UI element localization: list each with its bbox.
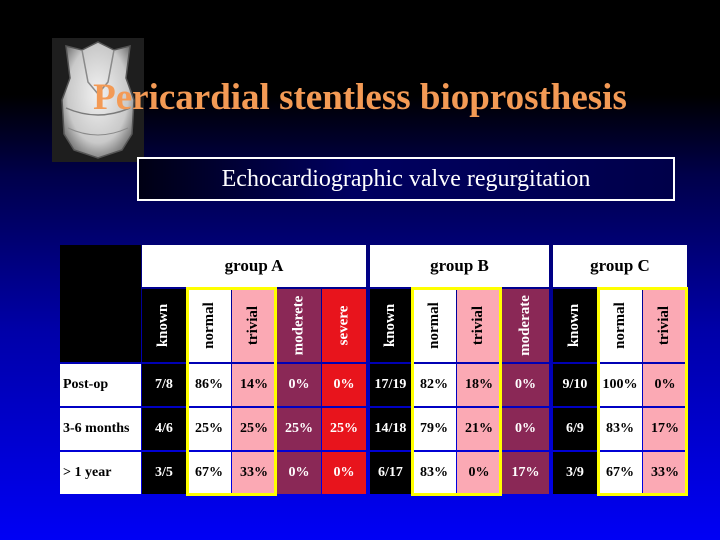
table-cell: 0% [277,364,321,406]
column-header [370,289,411,362]
table-cell: 33% [232,452,276,494]
column-header-label: known [566,303,583,348]
table-cell: 17% [643,408,687,450]
table-cell: 3/5 [142,452,186,494]
table-cell: 0% [277,452,321,494]
column-header-label: trivial [656,305,673,346]
column-header-label: moderate [517,295,533,356]
group-header: group A [142,245,366,287]
column-header [598,289,642,362]
column-header [412,289,456,362]
column-header [322,289,366,362]
table-cell: 100% [598,364,642,406]
table-cell: 0% [322,364,366,406]
table-cell: 4/6 [142,408,186,450]
table-cell: 25% [232,408,276,450]
column-header-label: normal [611,302,628,349]
column-header-label: known [155,303,172,348]
table-cell: 14/18 [370,408,411,450]
table-cell: 33% [643,452,687,494]
row-label: Post-op [60,364,141,406]
column-header-label: normal [425,302,442,349]
column-header [553,289,597,362]
table-cell: 17% [502,452,549,494]
column-header [187,289,231,362]
table-cell: 0% [502,364,549,406]
table-cell: 83% [412,452,456,494]
table-cell: 25% [322,408,366,450]
table-cell: 6/17 [370,452,411,494]
table-cell: 82% [412,364,456,406]
group-header: group B [370,245,549,287]
table-cell: 18% [457,364,501,406]
table-cell: 25% [187,408,231,450]
table-corner [60,245,141,362]
column-header-label: severe [335,305,352,346]
table-cell: 7/8 [142,364,186,406]
table-cell: 6/9 [553,408,597,450]
table-cell: 9/10 [553,364,597,406]
table-cell: 0% [322,452,366,494]
column-header [277,289,321,362]
column-header [643,289,687,362]
column-header [232,289,276,362]
table-cell: 0% [502,408,549,450]
table-cell: 79% [412,408,456,450]
column-header-label: normal [200,302,217,349]
table-cell: 21% [457,408,501,450]
row-label: > 1 year [60,452,141,494]
slide-title: Pericardial stentless bioprosthesis [93,77,627,118]
table-cell: 67% [187,452,231,494]
table-cell: 3/9 [553,452,597,494]
table-cell: 86% [187,364,231,406]
column-header-label: known [382,303,399,348]
column-header-label: trivial [470,305,487,346]
column-header-label: moderete [290,295,307,356]
group-header: group C [553,245,687,287]
table-cell: 0% [457,452,501,494]
table-cell: 17/19 [370,364,411,406]
row-label: 3-6 months [60,408,141,450]
table-cell: 0% [643,364,687,406]
table-cell: 67% [598,452,642,494]
regurgitation-table [60,245,679,493]
slide-subtitle: Echocardiographic valve regurgitation [137,157,675,201]
column-header [502,289,549,362]
table-cell: 83% [598,408,642,450]
column-header [457,289,501,362]
column-header-label: trivial [245,305,262,346]
table-cell: 25% [277,408,321,450]
column-header [142,289,186,362]
table-cell: 14% [232,364,276,406]
